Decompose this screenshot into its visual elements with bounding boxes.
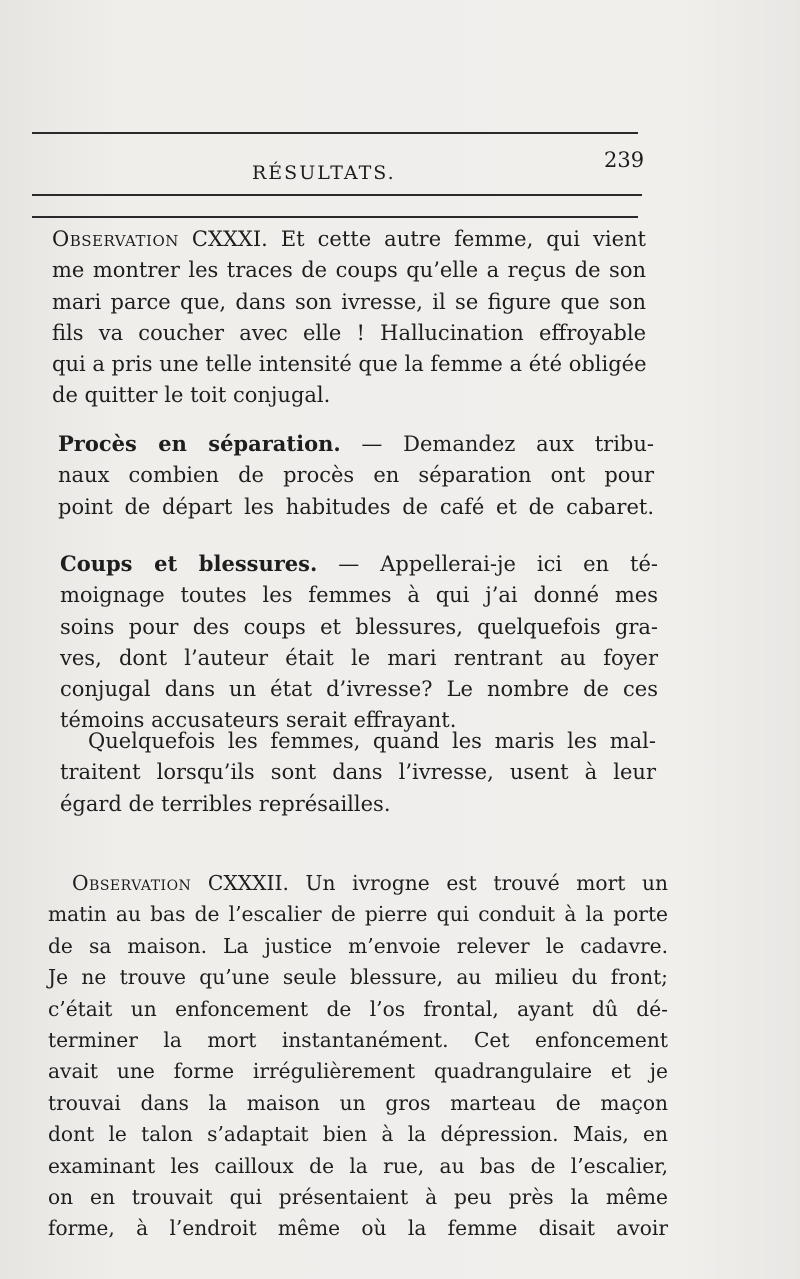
text-line: Quelquefois les femmes, quand les maris les mal-	[88, 729, 656, 753]
text-line: me montrer les traces de coups qu’elle a reçus de son	[52, 258, 646, 283]
text-line: avait une forme irrégulièrement quadrangulaire et je	[48, 1059, 668, 1084]
section-heading: Coups et blessures.	[60, 551, 318, 576]
text-line: moignage toutes les femmes à qui j’ai donné mes	[60, 583, 658, 608]
header-bottom-rule	[32, 194, 642, 196]
text-line: mari parce que, dans son ivresse, il se figure que son	[52, 289, 646, 314]
paragraph-proces-en-separation	[58, 428, 654, 523]
paragraph-quelquefois	[60, 726, 656, 820]
text-line: dont le talon s’adaptait bien à la dépression. Mais, en	[48, 1122, 668, 1147]
observation-label: Observation	[52, 227, 179, 251]
text-line: soins pour des coups et blessures, quelquefois gra-	[60, 614, 658, 639]
text-line: Observation CXXXI. Et cette autre femme, qui vient	[52, 227, 646, 251]
text-line: naux combien de procès en séparation ont pour	[58, 463, 654, 488]
text-line: conjugal dans un état d’ivresse? Le nombre de ces	[60, 677, 658, 702]
text-line: trouvai dans la maison un gros marteau de maçon	[48, 1090, 668, 1115]
text-line: Observation CXXXII. Un ivrogne est trouvé mort un	[72, 871, 668, 895]
text-line: témoins accusateurs serait effrayant.	[60, 708, 457, 733]
text-line: de quitter le toit conjugal.	[52, 383, 331, 408]
page-number: 239	[604, 148, 645, 172]
text-line: c’était un enfoncement de l’os frontal, ayant dû dé-	[48, 996, 668, 1021]
text-line: Coups et blessures. — Appellerai-je ici en té-	[60, 551, 658, 576]
paragraph-coups-et-blessures	[60, 548, 658, 737]
text-line: matin au bas de l’escalier de pierre qui conduit à la porte	[48, 902, 668, 927]
text-line: point de départ les habitudes de café et de cabaret.	[58, 494, 654, 519]
running-header-title: RÉSULTATS.	[252, 162, 396, 184]
header-lower-rule	[32, 216, 638, 218]
text-line: Procès en séparation. — Demandez aux tribu-	[58, 431, 654, 456]
text-line: Je ne trouve qu’une seule blessure, au milieu du front;	[48, 965, 668, 990]
text-line: on en trouvait qui présentaient à peu près la même	[48, 1185, 668, 1210]
text-line: égard de terribles représailles.	[60, 791, 391, 816]
text-line: fils va coucher avec elle ! Hallucination effroyable	[52, 320, 646, 345]
text-line: ves, dont l’auteur était le mari rentrant au foyer	[60, 645, 658, 670]
text-line: examinant les cailloux de la rue, au bas de l’escalier,	[48, 1153, 668, 1178]
paragraph-observation-cxxxii	[48, 868, 668, 1245]
paragraph-observation-cxxxi	[52, 224, 646, 412]
section-heading: Procès en séparation.	[58, 431, 341, 456]
text-line: forme, à l’endroit même où la femme disait avoir	[48, 1216, 668, 1241]
text-line: terminer la mort instantanément. Cet enfoncement	[48, 1028, 668, 1053]
text-line: traitent lorsqu’ils sont dans l’ivresse, usent à leur	[60, 760, 656, 785]
observation-label: Observation	[72, 871, 192, 895]
text-line: de sa maison. La justice m’envoie relever le cadavre.	[48, 933, 668, 958]
text-line: qui a pris une telle intensité que la femme a été obligée	[52, 352, 647, 377]
header-top-rule	[32, 132, 638, 134]
